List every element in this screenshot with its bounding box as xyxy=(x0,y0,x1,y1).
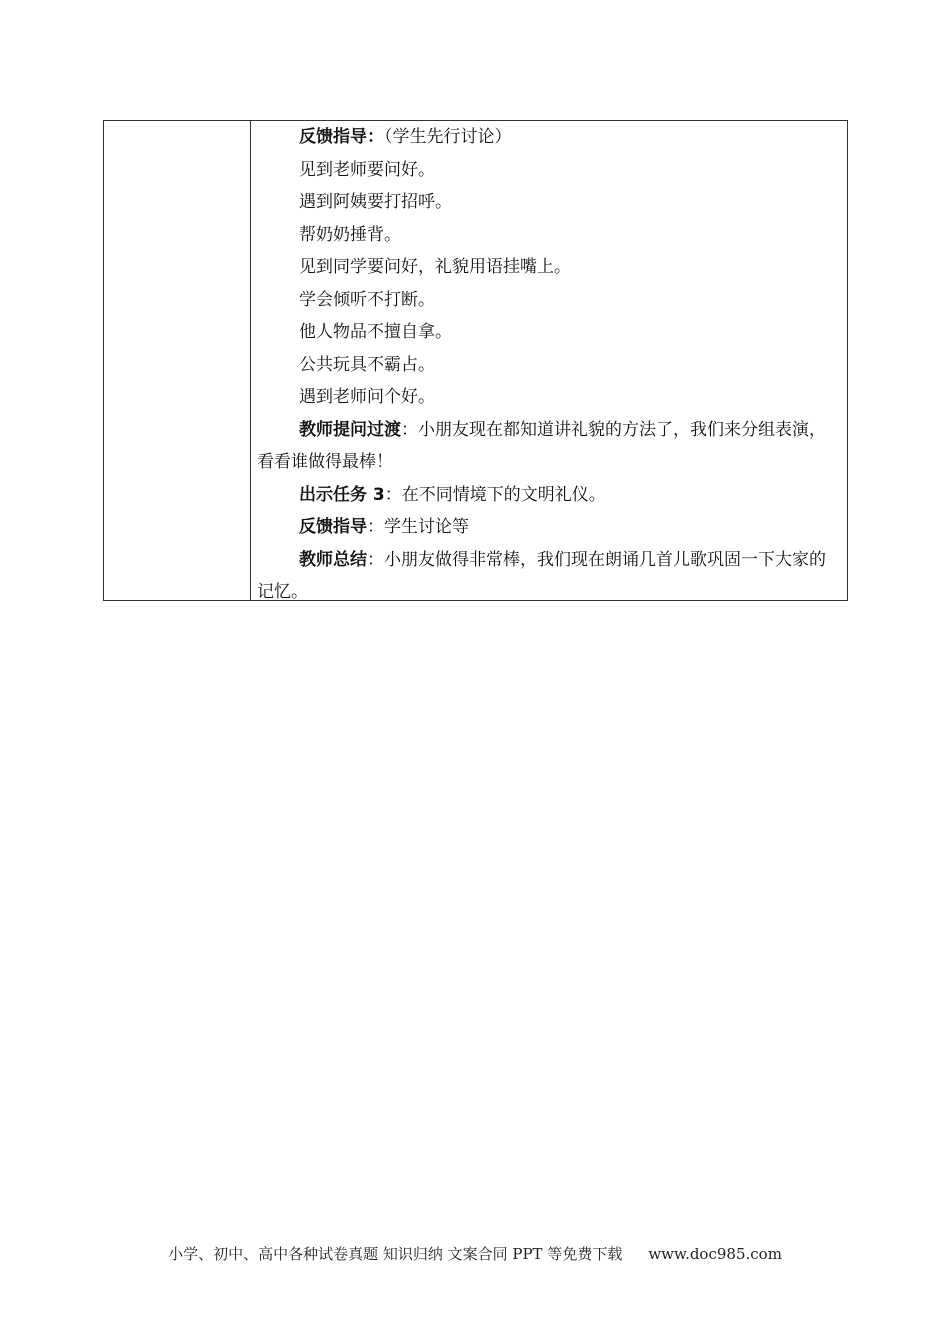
table-line xyxy=(257,251,839,284)
table-line xyxy=(257,121,839,154)
table-line xyxy=(257,544,839,609)
line-text: ：小朋友做得非常棒，我们现在朗诵几首儿歌巩固一下大家的记忆。 xyxy=(257,549,826,602)
line-text: （学生先行讨论） xyxy=(384,127,512,147)
lesson-table xyxy=(103,120,848,601)
table-left-cell xyxy=(104,121,251,600)
table-line xyxy=(257,316,839,349)
line-text: 他人物品不擅自拿。 xyxy=(299,322,452,342)
line-label: 反馈指导 xyxy=(299,517,367,537)
line-text: ：学生讨论等 xyxy=(367,517,469,537)
line-label: 反馈指导： xyxy=(299,127,384,147)
table-line xyxy=(257,349,839,382)
table-line xyxy=(257,219,839,252)
line-label: 教师总结 xyxy=(299,549,367,570)
table-line xyxy=(257,414,839,479)
line-text: ：在不同情境下的文明礼仪。 xyxy=(384,484,606,505)
footer-text: 小学、初中、高中各种试卷真题 知识归纳 文案合同 PPT 等免费下载 xyxy=(168,1245,623,1263)
table-line xyxy=(257,284,839,317)
table-line xyxy=(257,511,839,544)
table-line xyxy=(257,479,839,512)
line-text: 见到老师要问好。 xyxy=(299,159,435,180)
line-text: 帮奶奶捶背。 xyxy=(299,224,401,245)
line-text: ：小朋友现在都知道讲礼貌的方法了，我们来分组表演，看看谁做得最棒！ xyxy=(257,419,826,472)
table-line xyxy=(257,186,839,219)
line-text: 遇到阿姨要打招呼。 xyxy=(299,192,452,212)
table-line xyxy=(257,381,839,414)
line-label: 出示任务 3 xyxy=(299,484,385,505)
line-label: 教师提问过渡 xyxy=(299,419,401,440)
table-line xyxy=(257,154,839,187)
line-text: 遇到老师问个好。 xyxy=(299,387,435,407)
footer-url: www.doc985.com xyxy=(648,1245,782,1263)
table-right-cell xyxy=(251,121,847,600)
line-text: 学会倾听不打断。 xyxy=(299,289,435,310)
line-text: 公共玩具不霸占。 xyxy=(299,354,435,375)
line-text: 见到同学要问好，礼貌用语挂嘴上。 xyxy=(299,257,571,277)
page-footer xyxy=(0,1243,950,1264)
